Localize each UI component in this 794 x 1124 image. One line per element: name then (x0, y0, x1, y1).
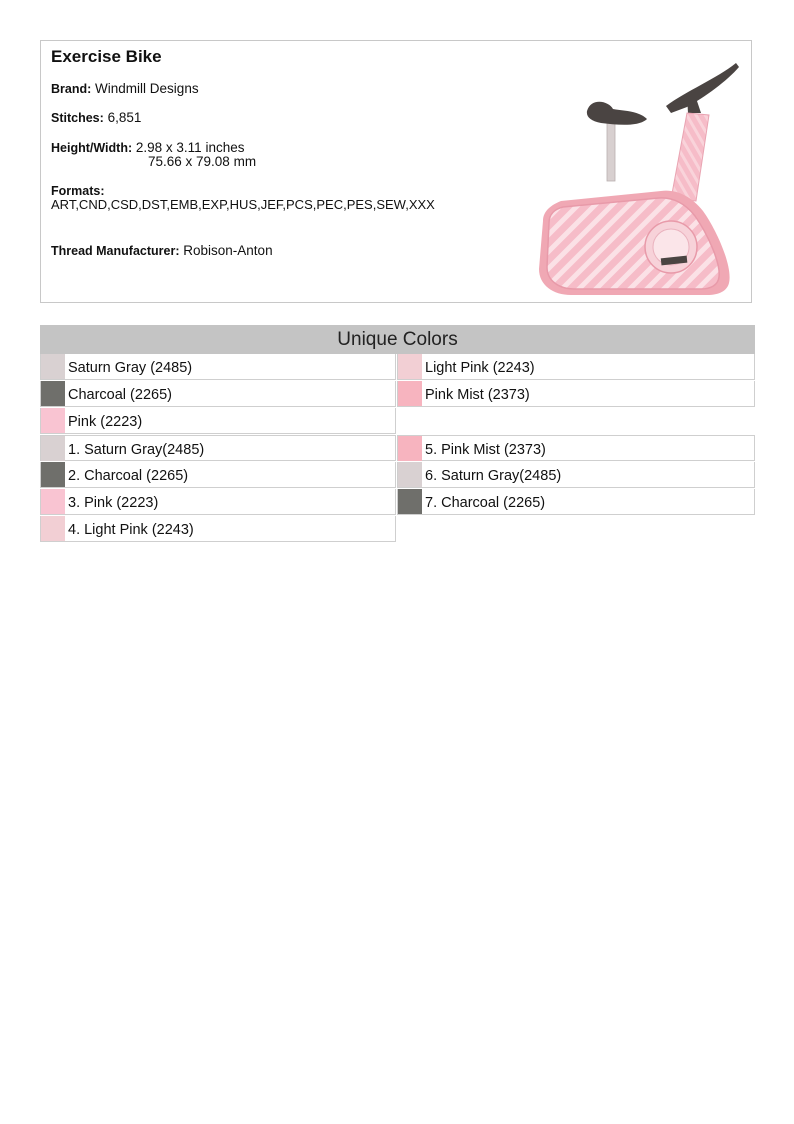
color-label: Saturn Gray (2485) (68, 360, 193, 376)
color-swatch (41, 436, 65, 461)
brand-value: Windmill Designs (95, 81, 199, 96)
sequence-row (397, 462, 755, 488)
color-swatch (41, 381, 65, 406)
thread-value: Robison-Anton (183, 243, 273, 258)
color-swatch (41, 408, 65, 433)
design-info-card (40, 40, 752, 303)
height-width-label: Height/Width: (51, 141, 133, 155)
thread-label: Thread Manufacturer: (51, 244, 180, 258)
stitches-line (51, 110, 141, 126)
height-width-mm: 75.66 x 79.08 mm (148, 154, 257, 169)
unique-color-row (40, 381, 396, 407)
color-swatch (41, 516, 65, 541)
color-swatch (41, 489, 65, 514)
color-swatch (41, 354, 65, 379)
exercise-bike-embroidery-image (491, 51, 751, 296)
sequence-row (40, 489, 396, 515)
sequence-label: 5. Pink Mist (2373) (425, 442, 546, 458)
color-swatch (398, 436, 422, 461)
unique-colors-header: Unique Colors (40, 325, 755, 354)
color-swatch (398, 462, 422, 487)
color-label: Charcoal (2265) (68, 387, 172, 403)
design-title: Exercise Bike (51, 47, 162, 66)
unique-color-row (397, 381, 755, 407)
sequence-label: 4. Light Pink (2243) (68, 522, 194, 538)
unique-color-row (40, 408, 396, 434)
brand-label: Brand: (51, 82, 92, 96)
color-label: Pink Mist (2373) (425, 387, 530, 403)
thread-line (51, 243, 273, 259)
color-swatch (398, 354, 422, 379)
color-label: Pink (2223) (68, 414, 143, 430)
sequence-row (40, 516, 396, 542)
stitches-label: Stitches: (51, 111, 104, 125)
stitches-value: 6,851 (107, 110, 142, 125)
sequence-row (397, 435, 755, 461)
formats-label: Formats: (51, 184, 105, 198)
sequence-row (40, 435, 396, 461)
color-label: Light Pink (2243) (425, 360, 535, 376)
color-swatch (398, 381, 422, 406)
brand-line (51, 81, 199, 97)
height-width-inches: 2.98 x 3.11 inches (135, 140, 245, 155)
unique-color-row (397, 354, 755, 380)
formats-list: ART,CND,CSD,DST,EMB,EXP,HUS,JEF,PCS,PEC,PES,SEW,XXX (51, 197, 435, 212)
sequence-row (397, 489, 755, 515)
color-swatch (41, 462, 65, 487)
sequence-label: 6. Saturn Gray(2485) (425, 468, 562, 484)
sequence-row (40, 462, 396, 488)
color-swatch (398, 489, 422, 514)
unique-colors-section (40, 325, 755, 538)
sequence-label: 7. Charcoal (2265) (425, 495, 546, 511)
sequence-label: 2. Charcoal (2265) (68, 468, 189, 484)
unique-color-row (40, 354, 396, 380)
sequence-label: 3. Pink (2223) (68, 495, 159, 511)
sequence-label: 1. Saturn Gray(2485) (68, 442, 205, 458)
